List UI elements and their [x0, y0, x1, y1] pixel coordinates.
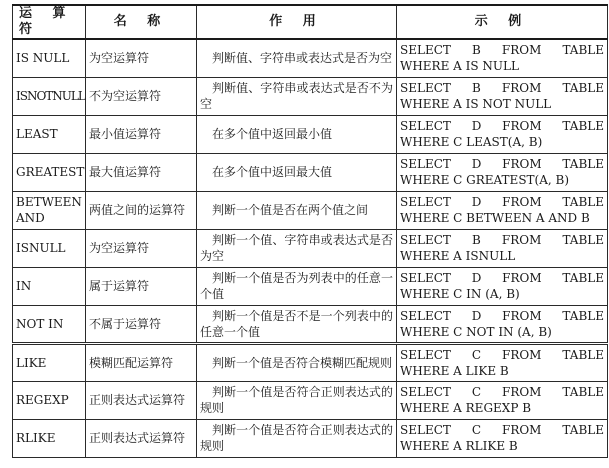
name-cell: 不属于运算符	[86, 305, 197, 343]
function-cell: 判断一个值是否符合正则表达式的规则	[197, 381, 397, 419]
example-cell: SELECT D FROM TABLE WHERE C NOT IN (A, B)	[397, 305, 608, 343]
name-cell: 为空运算符	[86, 229, 197, 267]
table-row	[13, 77, 608, 115]
example-cell: SELECT D FROM TABLE WHERE C GREATEST(A, B)	[397, 153, 608, 191]
table-row	[13, 115, 608, 153]
example-cell: SELECT C FROM TABLE WHERE A REGEXP B	[397, 381, 608, 419]
function-cell: 判断一个值是否符合正则表达式的规则	[197, 419, 397, 457]
function-cell: 判断一个值是否在两个值之间	[197, 191, 397, 229]
table-row	[13, 419, 608, 457]
table-row	[13, 229, 608, 267]
function-cell: 判断一个值是否为列表中的任意一个值	[197, 267, 397, 305]
function-cell: 判断值、字符串或表达式是否不为空	[197, 77, 397, 115]
table-row	[13, 267, 608, 305]
name-cell: 模糊匹配运算符	[86, 343, 197, 381]
name-cell: 为空运算符	[86, 39, 197, 77]
example-cell: SELECT C FROM TABLE WHERE A LIKE B	[397, 343, 608, 381]
table-row	[13, 39, 608, 77]
example-cell: SELECT B FROM TABLE WHERE A IS NOT NULL	[397, 77, 608, 115]
table-header	[13, 5, 608, 39]
table-row	[13, 153, 608, 191]
header-example: 示 例	[397, 5, 608, 39]
table-row	[13, 191, 608, 229]
function-cell: 判断值、字符串或表达式是否为空	[197, 39, 397, 77]
operator-cell: NOT IN	[13, 305, 86, 343]
name-cell: 最小值运算符	[86, 115, 197, 153]
operator-cell: LEAST	[13, 115, 86, 153]
function-cell: 判断一个值是否符合模糊匹配规则	[197, 343, 397, 381]
header-name: 名 称	[86, 5, 197, 39]
example-cell: SELECT B FROM TABLE WHERE A IS NULL	[397, 39, 608, 77]
function-cell: 判断一个值、字符串或表达式是否为空	[197, 229, 397, 267]
function-cell: 在多个值中返回最小值	[197, 115, 397, 153]
function-cell: 在多个值中返回最大值	[197, 153, 397, 191]
operator-cell: GREATEST	[13, 153, 86, 191]
name-cell: 正则表达式运算符	[86, 419, 197, 457]
example-cell: SELECT B FROM TABLE WHERE A ISNULL	[397, 229, 608, 267]
operator-cell: ISNULL	[13, 229, 86, 267]
operator-cell: IN	[13, 267, 86, 305]
operator-cell: LIKE	[13, 343, 86, 381]
table-row	[13, 343, 608, 381]
name-cell: 最大值运算符	[86, 153, 197, 191]
operator-cell: REGEXP	[13, 381, 86, 419]
operator-cell: IS NULL	[13, 39, 86, 77]
operator-cell: BETWEEN AND	[13, 191, 86, 229]
operator-cell: ISNOTNULL	[13, 77, 86, 115]
example-cell: SELECT C FROM TABLE WHERE A RLIKE B	[397, 419, 608, 457]
operator-cell: RLIKE	[13, 419, 86, 457]
example-cell: SELECT D FROM TABLE WHERE C BETWEEN A AND B	[397, 191, 608, 229]
header-function: 作 用	[197, 5, 397, 39]
name-cell: 正则表达式运算符	[86, 381, 197, 419]
header-row	[13, 5, 608, 39]
name-cell: 两值之间的运算符	[86, 191, 197, 229]
name-cell: 属于运算符	[86, 267, 197, 305]
table-body	[13, 39, 608, 457]
table-row	[13, 381, 608, 419]
header-operator: 运 算 符	[13, 5, 86, 39]
example-cell: SELECT D FROM TABLE WHERE C LEAST(A, B)	[397, 115, 608, 153]
example-cell: SELECT D FROM TABLE WHERE C IN (A, B)	[397, 267, 608, 305]
function-cell: 判断一个值是否不是一个列表中的任意一个值	[197, 305, 397, 343]
name-cell: 不为空运算符	[86, 77, 197, 115]
table-row	[13, 305, 608, 343]
operator-table	[12, 4, 608, 458]
